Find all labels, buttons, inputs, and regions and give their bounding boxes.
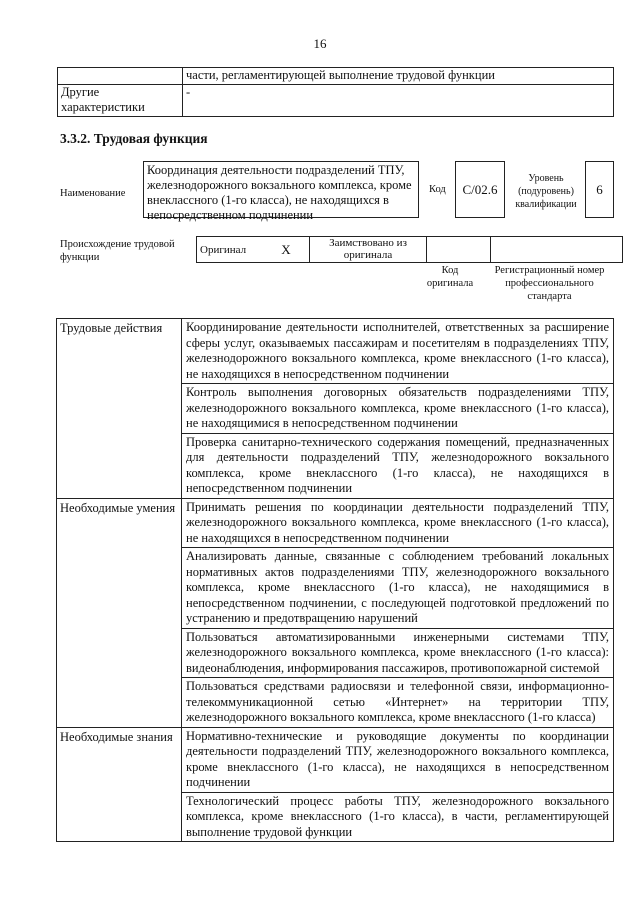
level-label: Уровень (подуровень) квалификации [515, 173, 577, 210]
page-number: 16 [313, 36, 327, 51]
code-value: С/02.6 [455, 161, 505, 218]
labor-action-item: Координирование деятельности исполнителей, ответственных за расширение сферы услуг, оказываемых пассажирам и посетителям в подразделениях ТПУ, железнодорожного вокзального комплекса, кроме внеклассного (1-го класса), не находящихся в непосредственном подчинении [182, 319, 614, 384]
name-label: Наименование [60, 188, 126, 199]
section-heading: 3.3.2. Трудовая функция [60, 131, 208, 146]
code-original-caption: Код оригинала [426, 265, 474, 289]
function-details-table [56, 318, 614, 842]
top-table-row2-right: - [183, 84, 614, 116]
skill-item: Анализировать данные, связанные с соблюдением требований локальных нормативных актов подразделениями ТПУ, железнодорожного вокзального комплекса, кроме внеклассного (1-го класса), не находящимися в непосредственном подчинении, с последующей подготовкой предложений по устранению и предотвращению нарушений [182, 548, 614, 629]
reg-number-caption: Регистрационный номер профессионального стандарта [494, 265, 605, 302]
borrowed-label: Заимствовано из оригинала [310, 237, 427, 263]
skill-item: Принимать решения по координации деятельности подразделений ТПУ, железнодорожного вокзального комплекса, кроме внеклассного (1-го класса), не находящихся в непосредственном подчинении [182, 498, 614, 548]
original-label: Оригинал [197, 237, 264, 263]
knowledge-label: Необходимые знания [57, 727, 182, 842]
labor-action-item: Контроль выполнения договорных обязательств подразделениями ТПУ, железнодорожного вокзального комплекса, кроме внеклассного (1-го класса), не находящимися в непосредственном подчинении [182, 384, 614, 434]
labor-action-item: Проверка санитарно-технического содержания помещений, предназначенных для деятельности подразделений ТПУ, железнодорожного вокзального комплекса, кроме внеклассного (1-го класса), не находящихся в непосредственном подчинении [182, 433, 614, 498]
knowledge-item: Нормативно-технические и руководящие документы по координации деятельности подразделений ТПУ, железнодорожного вокзального комплекса, кроме внеклассного (1-го класса), не находящихся в непосредственном подчинении [182, 727, 614, 792]
labor-actions-label: Трудовые действия [57, 319, 182, 499]
function-name: Координация деятельности подразделений ТПУ, железнодорожного вокзального комплекса, кроме внеклассного (1-го класса), не находящихся в непосредственном подчинении [143, 161, 419, 218]
reg-number-cell [491, 237, 623, 263]
top-table [57, 67, 614, 117]
skill-item: Пользоваться автоматизированными инженерными системами ТПУ, железнодорожного вокзального комплекса, кроме внеклассного (1-го класса): видеонаблюдения, информирования пассажиров, противопожарной системой [182, 628, 614, 678]
top-table-row1-right: части, регламентирующей выполнение трудовой функции [183, 68, 614, 85]
original-mark: X [263, 237, 310, 263]
skills-label: Необходимые умения [57, 498, 182, 727]
code-label: Код [429, 184, 446, 195]
top-table-empty-cell [58, 68, 183, 85]
code-original-cell [427, 237, 491, 263]
knowledge-item: Технологический процесс работы ТПУ, железнодорожного вокзального комплекса, кроме внеклассного (1-го класса), в части, регламентирующей выполнение трудовой функции [182, 792, 614, 842]
origin-label: Происхождение трудовой функции [60, 239, 175, 263]
origin-table [196, 236, 623, 263]
level-value: 6 [585, 161, 614, 218]
skill-item: Пользоваться средствами радиосвязи и телефонной связи, информационно-телекоммуникационной сетью «Интернет» на территории ТПУ, железнодорожного вокзального комплекса, кроме внеклассного (1-го класса) [182, 678, 614, 728]
top-table-row2-left: Другие характеристики [58, 84, 183, 116]
